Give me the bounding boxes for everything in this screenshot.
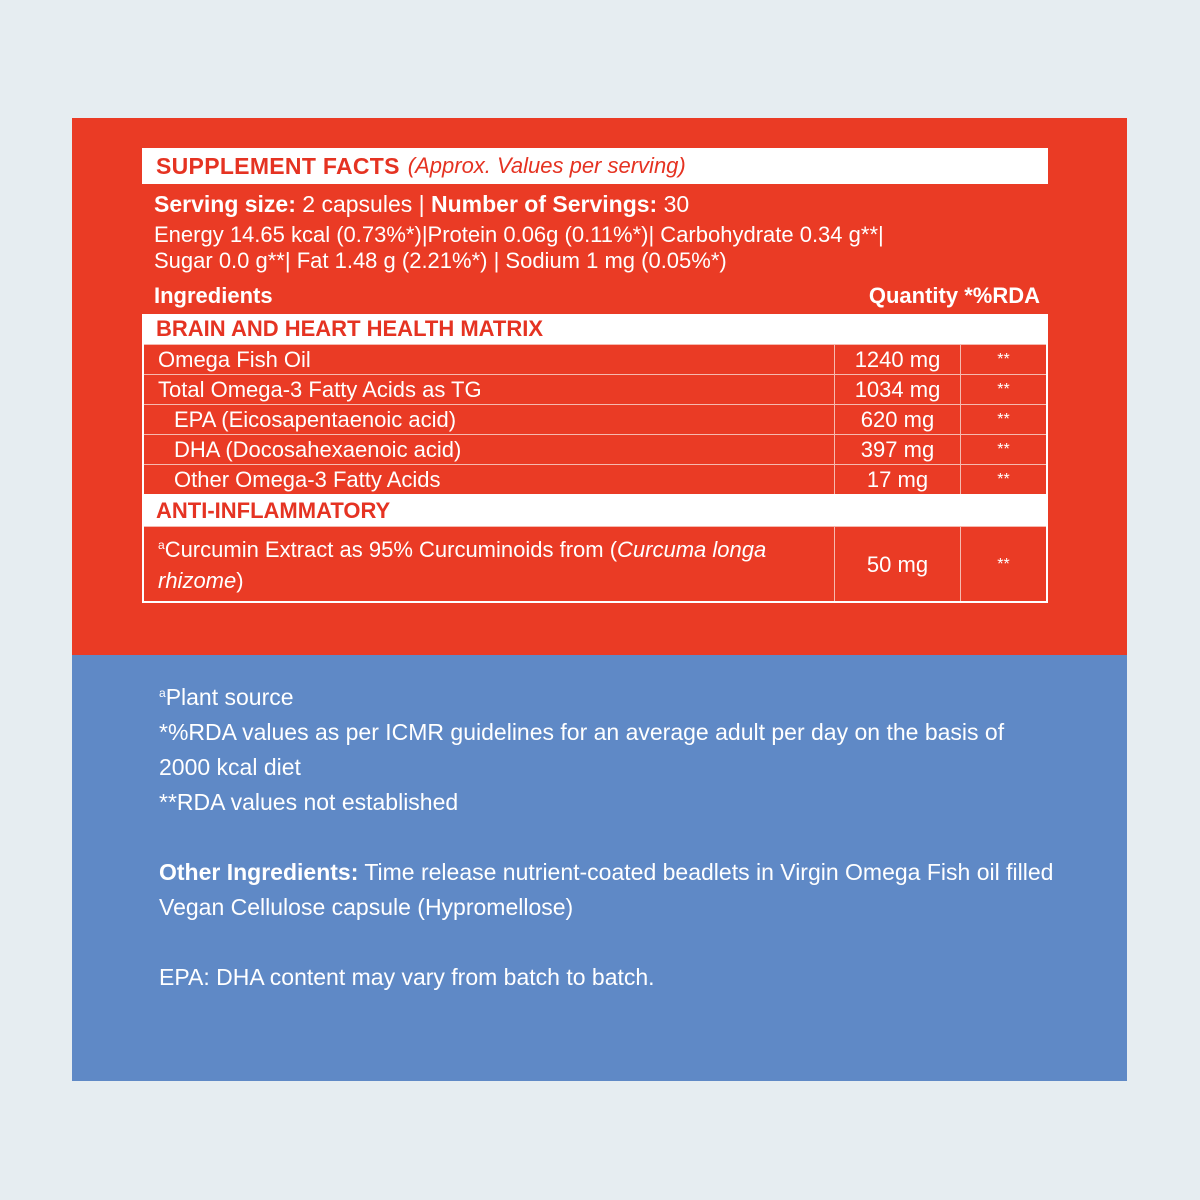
ingredient-qty: 17 mg [835,465,961,496]
rda-not-established-note: **RDA values not established [159,789,459,815]
footnote-marker: a [159,686,166,700]
ingredient-rda: ** [961,375,1048,405]
ingredient-qty: 1034 mg [835,375,961,405]
ingredient-rda: ** [961,527,1048,603]
serving-info [142,188,1048,220]
servings-count-value: 30 [657,191,690,217]
other-ingredients-label: Other Ingredients: [159,859,359,885]
ingredient-name: Total Omega-3 Fatty Acids as TG [143,375,835,405]
other-ingredients [159,855,1059,925]
table-row [143,465,1047,496]
quantity-rda-header: Quantity *%RDA [868,283,1040,308]
ingredient-rda: ** [961,345,1048,375]
brain-heart-table [142,344,1048,496]
ingredient-rda: ** [961,435,1048,465]
ingredient-name [143,527,835,603]
ingredient-name: EPA (Eicosapentaenoic acid) [143,405,835,435]
anti-inflammatory-table [142,526,1048,603]
facts-title: SUPPLEMENT FACTS [156,152,400,179]
servings-count-label: Number of Servings: [431,191,658,217]
nutrition-line-2: Sugar 0.0 g**| Fat 1.48 g (2.21%*) | Sodium 1 mg (0.05%*) [154,248,727,273]
plant-source-text: Plant source [165,684,294,710]
ingredient-qty: 1240 mg [835,345,961,375]
nutrition-summary [142,222,1048,274]
ingredient-qty: 397 mg [835,435,961,465]
serving-size-label: Serving size: [154,191,296,217]
other-ingredients-text: Time release nutrient-coated beadlets in Virgin Omega Fish oil filled Vegan Cellulose capsule (Hypromellose) [159,859,1054,920]
ingredient-qty: 50 mg [835,527,961,603]
facts-subtitle: (Approx. Values per serving) [407,153,686,178]
table-row [143,405,1047,435]
table-row [143,375,1047,405]
ingredient-name-part2: ) [236,568,244,593]
plant-source-note [159,676,1059,715]
ingredient-name: Omega Fish Oil [143,345,835,375]
section-title-anti-inflammatory: ANTI-INFLAMMATORY [142,496,1048,526]
table-row [143,435,1047,465]
column-headers [142,278,1048,314]
section-title-brain-heart: BRAIN AND HEART HEALTH MATRIX [142,314,1048,344]
ingredient-name-part1: Curcumin Extract as 95% Curcuminoids from ( [164,537,618,562]
ingredient-name: Other Omega-3 Fatty Acids [143,465,835,496]
title-bar [142,148,1048,184]
footnote-marker: a [158,538,165,552]
serving-size-value: 2 capsules | [295,191,431,217]
ingredient-name: DHA (Docosahexaenoic acid) [143,435,835,465]
ingredients-header: Ingredients [154,283,273,308]
rda-note: *%RDA values as per ICMR guidelines for an average adult per day on the basis of 2000 kcal diet [159,719,1005,780]
ingredient-rda: ** [961,405,1048,435]
supplement-facts [142,148,1048,603]
epa-dha-note: EPA: DHA content may vary from batch to batch. [159,964,655,990]
table-row [143,345,1047,375]
footnotes [159,676,1059,995]
ingredient-qty: 620 mg [835,405,961,435]
nutrition-line-1: Energy 14.65 kcal (0.73%*)|Protein 0.06g (0.11%*)| Carbohydrate 0.34 g**| [154,222,884,247]
ingredient-name-italic: Curcuma longa rhizome [158,537,767,593]
ingredient-rda: ** [961,465,1048,496]
table-row [143,527,1047,603]
